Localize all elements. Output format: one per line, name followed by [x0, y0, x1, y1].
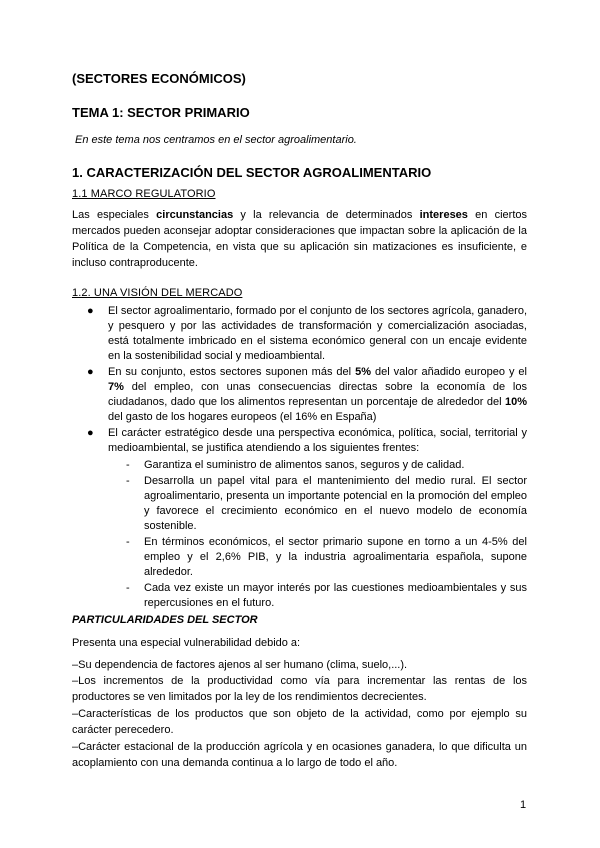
tema-title: TEMA 1: SECTOR PRIMARIO	[72, 105, 250, 120]
particularidades-title: PARTICULARIDADES DEL SECTOR	[72, 614, 258, 626]
sub-item	[108, 474, 527, 534]
bullet-item	[72, 426, 527, 611]
bullet-icon: ●	[87, 305, 94, 317]
bullet-text: del valor añadido europeo y el	[371, 366, 527, 378]
intro-text: En este tema nos centramos en el sector agroalimentario.	[75, 134, 357, 146]
subsection-title-marco: 1.1 MARCO REGULATORIO	[72, 188, 216, 200]
sub-item-text: Cada vez existe un mayor interés por las cuestiones medioambientales y sus repercusiones en el futuro.	[144, 582, 527, 609]
bullet-list	[72, 304, 527, 612]
vulnerability-item: –Características de los productos que son objeto de la actividad, como por ejemplo su carácter perecedero.	[72, 708, 527, 736]
subsection-title-mercado: 1.2. UNA VISIÓN DEL MERCADO	[72, 287, 243, 299]
dash-icon: -	[126, 536, 130, 548]
paragraph-text: en ciertos mercados pueden aconsejar adoptar consideraciones que impactan sobre la aplicación de la Política de la Competencia, en vista que su aplicación sin matizaciones es insuficiente, e incluso contraproducente.	[72, 209, 527, 269]
bullet-icon: ●	[87, 427, 94, 439]
vulnerability-item: –Carácter estacional de la producción agrícola y en ocasiones ganadera, lo que dificulta un acoplamiento con una demanda continua a lo largo de todo el año.	[72, 741, 527, 769]
dash-icon: -	[126, 475, 130, 487]
sub-item-text: Desarrolla un papel vital para el mantenimiento del medio rural. El sector agroalimentario, presenta un importante potencial en la promoción del empleo y favorece el crecimiento económico en el nuevo modelo de economía sostenible.	[144, 475, 527, 532]
bullet-text: del empleo, con unas consecuencias directas sobre la economía de los ciudadanos, dado que los alimentos representan un porcentaje de alrededor del	[108, 381, 527, 408]
vulnerabilidad-intro: Presenta una especial vulnerabilidad debido a:	[72, 637, 301, 649]
bullet-text: En su conjunto, estos sectores suponen más del	[108, 366, 356, 378]
sub-list	[108, 458, 527, 611]
bold-term: 7%	[108, 381, 124, 393]
sub-item	[108, 581, 527, 611]
section-title: 1. CARACTERIZACIÓN DEL SECTOR AGROALIMENTARIO	[72, 165, 432, 180]
vulnerability-item: –Los incrementos de la productividad como vía para incrementar las rentas de los productores se ven limitados por la ley de los rendimientos decrecientes.	[72, 675, 527, 703]
bold-term: circunstancias	[156, 209, 234, 221]
paragraph-text: y la relevancia de determinados	[233, 209, 420, 221]
bullet-text: El sector agroalimentario, formado por el conjunto de los sectores agrícola, ganadero, y pesquero y por las actividades de transformación y comercialización asociadas, está totalmente imbricado en el sistema económico general con un encaje evidente en la sostenibilidad social y medioambiental.	[108, 305, 527, 362]
dash-icon: -	[126, 582, 130, 594]
sub-item-text: Garantiza el suministro de alimentos sanos, seguros y de calidad.	[144, 459, 465, 471]
document-header: (SECTORES ECONÓMICOS)	[72, 71, 246, 86]
vulnerability-item: –Su dependencia de factores ajenos al ser humano (clima, suelo,...).	[72, 659, 408, 671]
bold-term: 10%	[504, 396, 527, 408]
bullet-text: El carácter estratégico desde una perspectiva económica, política, social, territorial y medioambiental, se justifica atendiendo a los siguientes frentes:	[108, 427, 527, 454]
sub-item-text: En términos económicos, el sector primario supone en torno a un 4-5% del empleo y el 2,6% PIB, y la industria agroalimentaria española, supone alrededor.	[144, 536, 527, 578]
bold-term: 5%	[355, 366, 371, 378]
bullet-item	[72, 365, 527, 425]
bullet-text: del gasto de los hogares europeos (el 16% en España)	[108, 411, 377, 423]
bullet-icon: ●	[87, 366, 94, 378]
paragraph-marco	[72, 207, 527, 271]
page-number: 1	[520, 799, 527, 811]
sub-item	[108, 535, 527, 580]
sub-item	[108, 458, 527, 473]
paragraph-text: Las especiales	[72, 209, 157, 221]
dash-icon: -	[126, 459, 130, 471]
bold-term: intereses	[419, 209, 468, 221]
bullet-item	[72, 304, 527, 364]
